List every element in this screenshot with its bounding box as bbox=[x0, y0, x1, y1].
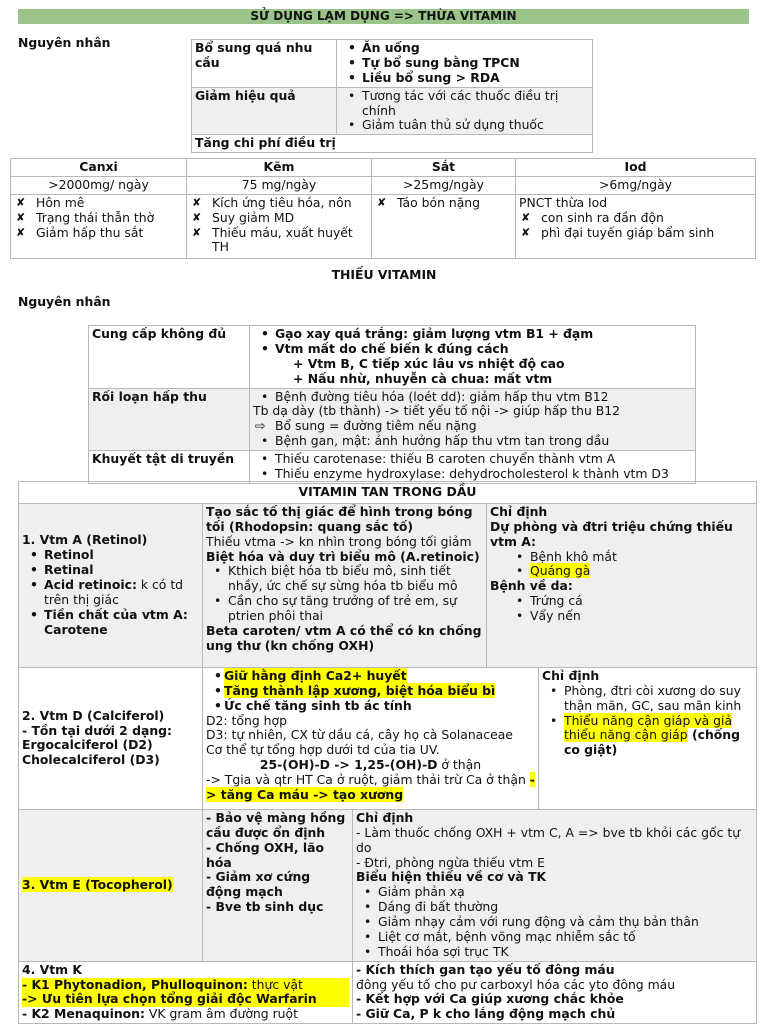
formula: 25-(OH)-D -> 1,25-(OH)-D bbox=[259, 757, 438, 773]
text-line: đông yếu tố cho pư carboxyl hóa các yto đông máu bbox=[356, 976, 676, 992]
text-line: Chỉ định bbox=[490, 503, 548, 519]
list-item bbox=[206, 684, 535, 699]
row-items bbox=[250, 326, 696, 389]
list-item: • Phòng, đtri còi xương do suy thận mãn, GC, sau mãn kinh bbox=[542, 684, 753, 714]
dose-cell: >2000mg/ ngày bbox=[11, 176, 187, 194]
vtm-e-indication-cell bbox=[353, 809, 757, 961]
list-item: • Retinal bbox=[22, 563, 199, 578]
table-row bbox=[11, 176, 756, 194]
highlight: Giữ hằng định Ca2+ huyết bbox=[224, 667, 407, 683]
list-item: • Thiếu carotenase: thiếu B caroten chuyển thành vtm A bbox=[253, 452, 692, 467]
text-span: thực vật bbox=[247, 976, 303, 992]
list-item: ✘ Trạng thái thẫn thờ bbox=[14, 211, 183, 226]
table-row bbox=[192, 40, 593, 88]
list-item: • Dáng đi bất thường bbox=[356, 900, 753, 915]
vtm-d-name-cell bbox=[19, 667, 203, 809]
excess-causes-table bbox=[191, 39, 593, 153]
effects-cell bbox=[372, 194, 516, 258]
list-item: • Tương tác với các thuốc điều trị chính bbox=[340, 89, 589, 119]
table-row bbox=[19, 961, 757, 1024]
list-item: ✘ con sinh ra đần độn bbox=[519, 211, 752, 226]
col-header-sat: Sắt bbox=[372, 159, 516, 177]
text-line: - Giảm xơ cứng động mạch bbox=[206, 869, 311, 900]
deficiency-causes-table bbox=[88, 325, 696, 484]
list-item: • Liều bổ sung > RDA bbox=[340, 71, 589, 86]
vtm-a-role-cell bbox=[203, 503, 487, 667]
col-header-kem: Kẽm bbox=[187, 159, 372, 177]
table-row bbox=[19, 482, 757, 504]
table-row bbox=[19, 667, 757, 809]
dose-cell: >25mg/ngày bbox=[372, 176, 516, 194]
text-line: Thiếu vtma -> kn nhìn trong bóng tối giảm bbox=[206, 533, 472, 549]
list-item: • Trứng cá bbox=[490, 594, 753, 609]
table-row bbox=[192, 87, 593, 135]
table-row bbox=[11, 194, 756, 258]
formula-note: ở thận bbox=[437, 757, 482, 773]
excess-causes-heading: Nguyên nhân bbox=[18, 35, 111, 50]
vtm-k-role-cell bbox=[353, 961, 757, 1024]
vtm-e-role-cell bbox=[203, 809, 353, 961]
vtm-d-name: 2. Vtm D (Calciferol) bbox=[22, 707, 165, 723]
list-item: • Thiếu enzyme hydroxylase: dehydrocholesterol k thành vtm D3 bbox=[253, 467, 692, 482]
text-line bbox=[22, 978, 349, 993]
list-item: ✘ Kích ứng tiêu hóa, nôn bbox=[190, 196, 368, 211]
text-span: - K2 Menaquinon: bbox=[22, 1006, 145, 1022]
col-header-canxi: Canxi bbox=[11, 159, 187, 177]
list-item: • Thoái hóa sợi trục TK bbox=[356, 945, 753, 960]
list-item bbox=[490, 564, 753, 579]
effects-cell bbox=[187, 194, 372, 258]
list-item: + Vtm B, C tiếp xúc lâu vs nhiệt độ cao bbox=[293, 355, 565, 371]
list-item: • Ăn uống bbox=[340, 41, 589, 56]
text-line: D2: tổng hợp bbox=[206, 712, 287, 728]
text-line: Dự phòng và đtri triệu chứng thiếu vtm A: bbox=[490, 518, 733, 549]
list-item: • Vtm mất do chế biến k đúng cách bbox=[253, 342, 692, 357]
text-line bbox=[206, 758, 535, 773]
row-label: Rối loạn hấp thu bbox=[89, 388, 250, 451]
list-item: ✘ Táo bón nặng bbox=[375, 196, 512, 211]
acid-note: k có td trên thị giác bbox=[44, 576, 184, 607]
text-line: Chỉ định bbox=[356, 809, 414, 825]
minerals-table bbox=[10, 158, 756, 259]
list-item: • Bệnh đường tiêu hóa (loét dd): giảm hấp thu vtm B12 bbox=[253, 390, 692, 405]
list-item: • Kthich biệt hóa tb biểu mô, sinh tiết nhầy, ức chế sự sừng hóa tb biểu mô bbox=[206, 564, 483, 594]
text-line: Tb dạ dày (tb thành) -> tiết yếu tố nội -> giúp hấp thu B12 bbox=[253, 403, 621, 419]
text-line: Biểu hiện thiếu về cơ và TK bbox=[356, 869, 547, 885]
vtm-e-name: 3. Vtm E (Tocopherol) bbox=[22, 876, 173, 892]
text-line: - Bve tb sinh dục bbox=[206, 899, 324, 915]
text-line: - Tồn tại dưới 2 dạng: bbox=[22, 722, 172, 738]
dose-cell: 75 mg/ngày bbox=[187, 176, 372, 194]
text-line: Bệnh về da: bbox=[490, 578, 573, 594]
list-item bbox=[542, 714, 753, 759]
text-line: Cơ thể tự tổng hợp dưới td của tia UV. bbox=[206, 742, 440, 758]
text-line: - Kích thích gan tạo yếu tố đông máu bbox=[356, 961, 615, 977]
fat-soluble-title: VITAMIN TAN TRONG DẦU bbox=[19, 482, 757, 504]
effects-cell bbox=[11, 194, 187, 258]
highlight: Tăng thành lập xương, biệt hóa biểu bì bbox=[224, 682, 496, 698]
text-span: VK gram âm đường ruột bbox=[144, 1006, 298, 1022]
text-span: - K1 Phytonadion, Phulloquinon: bbox=[22, 976, 248, 992]
text-line bbox=[206, 773, 535, 803]
vtm-e-name-cell bbox=[19, 809, 203, 961]
row-label: Bổ sung quá nhu cầu bbox=[192, 40, 337, 88]
text-line: - Kết hợp với Ca giúp xương chắc khỏe bbox=[356, 991, 624, 1007]
vtm-k-name: 4. Vtm K bbox=[22, 961, 82, 977]
list-item: • Tiền chất của vtm A: Carotene bbox=[22, 608, 199, 638]
highlight: Quáng gà bbox=[530, 563, 591, 579]
text-line: - Đtri, phòng ngừa thiếu vtm E bbox=[356, 854, 545, 870]
list-item: + Nấu nhừ, nhuyễn cà chua: mất vtm bbox=[293, 370, 553, 386]
text-line bbox=[22, 1007, 349, 1022]
text-line: Biệt hóa và duy trì biểu mô (A.retinoic) bbox=[206, 548, 480, 564]
highlight: -> tăng Ca máu -> tạo xương bbox=[206, 772, 535, 802]
list-item: • Giảm tuân thủ sử dụng thuốc bbox=[340, 118, 589, 133]
table-row bbox=[89, 326, 696, 389]
text-line: Beta caroten/ vtm A có thể có kn chống ung thư (kn chống OXH) bbox=[206, 622, 482, 653]
list-item: ✘ Hôn mê bbox=[14, 196, 183, 211]
text-line: Cholecalciferol (D3) bbox=[22, 752, 160, 768]
row-label: Cung cấp không đủ bbox=[89, 326, 250, 389]
text-line: Tạo sắc tố thị giác để hình trong bóng tối (Rhodopsin: quang sắc tố) bbox=[206, 503, 473, 534]
vtm-d-role-cell bbox=[203, 667, 539, 809]
text-span: (chống co giật) bbox=[564, 727, 740, 758]
text-span: -> Tgia và qtr HT Ca ở ruột, giảm thải trừ Ca ở thận bbox=[206, 772, 530, 787]
table-row bbox=[19, 503, 757, 667]
list-item: • Tự bổ sung bằng TPCN bbox=[340, 56, 589, 71]
text-line: -> Ưu tiên lựa chọn tổng giải độc Warfarin bbox=[22, 992, 349, 1007]
text-line: Ergocalciferol (D2) bbox=[22, 737, 153, 753]
dose-cell: >6mg/ngày bbox=[516, 176, 756, 194]
text-line: D3: tự nhiên, CX từ dầu cá, cây họ cà Solanaceae bbox=[206, 727, 513, 743]
fat-soluble-table bbox=[18, 481, 757, 1024]
row-items bbox=[250, 451, 696, 484]
list-item: • Liệt cơ mắt, bệnh võng mạc nhiễm sắc tố bbox=[356, 930, 753, 945]
acid-label: Acid retinoic: bbox=[44, 576, 137, 592]
list-item: • Giảm phản xạ bbox=[356, 885, 753, 900]
row-items bbox=[337, 87, 593, 135]
text-line: - Chống OXH, lão hóa bbox=[206, 839, 325, 870]
list-item: • Cần cho sự tăng trưởng of trẻ em, sự ptrien phôi thai bbox=[206, 594, 483, 624]
text-line: - Giữ Ca, P k cho lắng động mạch chủ bbox=[356, 1006, 616, 1022]
list-item: • Retinol bbox=[22, 548, 199, 563]
row-label: Khuyết tật di truyền bbox=[89, 451, 250, 484]
list-item: • Giảm nhạy cảm với rung động và cảm thụ bản thân bbox=[356, 915, 753, 930]
vtm-a-name-cell bbox=[19, 503, 203, 667]
effects-cell bbox=[516, 194, 756, 258]
text-line: - Làm thuốc chống OXH + vtm C, A => bve tb khỏi các gốc tự do bbox=[356, 824, 741, 855]
row-label: Giảm hiệu quả bbox=[192, 87, 337, 135]
table-row bbox=[192, 135, 593, 153]
deficiency-causes-heading: Nguyên nhân bbox=[18, 294, 111, 309]
vtm-d-indication-cell bbox=[539, 667, 757, 809]
list-item: • Gạo xay quá trắng: giảm lượng vtm B1 + đạm bbox=[253, 327, 692, 342]
highlight: Thiểu năng cận giáp và giả thiểu năng cận giáp bbox=[564, 712, 733, 743]
iod-intro: PNCT thừa Iod bbox=[519, 194, 608, 210]
deficiency-title: THIẾU VITAMIN bbox=[331, 267, 437, 282]
vtm-a-indication-cell bbox=[487, 503, 757, 667]
list-item bbox=[22, 578, 199, 608]
row-items bbox=[337, 40, 593, 88]
list-item: ✘ Thiếu máu, xuất huyết TH bbox=[190, 226, 368, 256]
col-header-iod: Iod bbox=[516, 159, 756, 177]
list-item: ⇨ Bổ sung = đường tiêm nếu nặng bbox=[253, 419, 692, 434]
text-line: Chỉ định bbox=[542, 667, 600, 683]
list-item: ✘ Giảm hấp thu sắt bbox=[14, 226, 183, 241]
list-item: • Vẩy nến bbox=[490, 609, 753, 624]
table-row bbox=[11, 159, 756, 177]
list-item: ✘ phì đại tuyến giáp bẩm sinh bbox=[519, 226, 752, 241]
row-items bbox=[250, 388, 696, 451]
list-item: • Ức chế tăng sinh tb ác tính bbox=[206, 699, 535, 714]
page-banner: SỬ DỤNG LẠM DỤNG => THỪA VITAMIN bbox=[18, 9, 749, 24]
vtm-a-name: 1. Vtm A (Retinol) bbox=[22, 532, 148, 548]
list-item: ✘ Suy giảm MD bbox=[190, 211, 368, 226]
table-row bbox=[89, 451, 696, 484]
list-item: • Bệnh gan, mật: ảnh hưởng hấp thu vtm tan trong dầu bbox=[253, 434, 692, 449]
list-item: • Bệnh khô mắt bbox=[490, 550, 753, 565]
table-row bbox=[89, 388, 696, 451]
list-item bbox=[206, 669, 535, 684]
table-row bbox=[19, 809, 757, 961]
vtm-k-name-cell bbox=[19, 961, 353, 1024]
text-line: - Bảo vệ màng hồng cầu được ổn định bbox=[206, 809, 346, 840]
row-label: Tăng chi phí điều trị bbox=[192, 135, 593, 153]
